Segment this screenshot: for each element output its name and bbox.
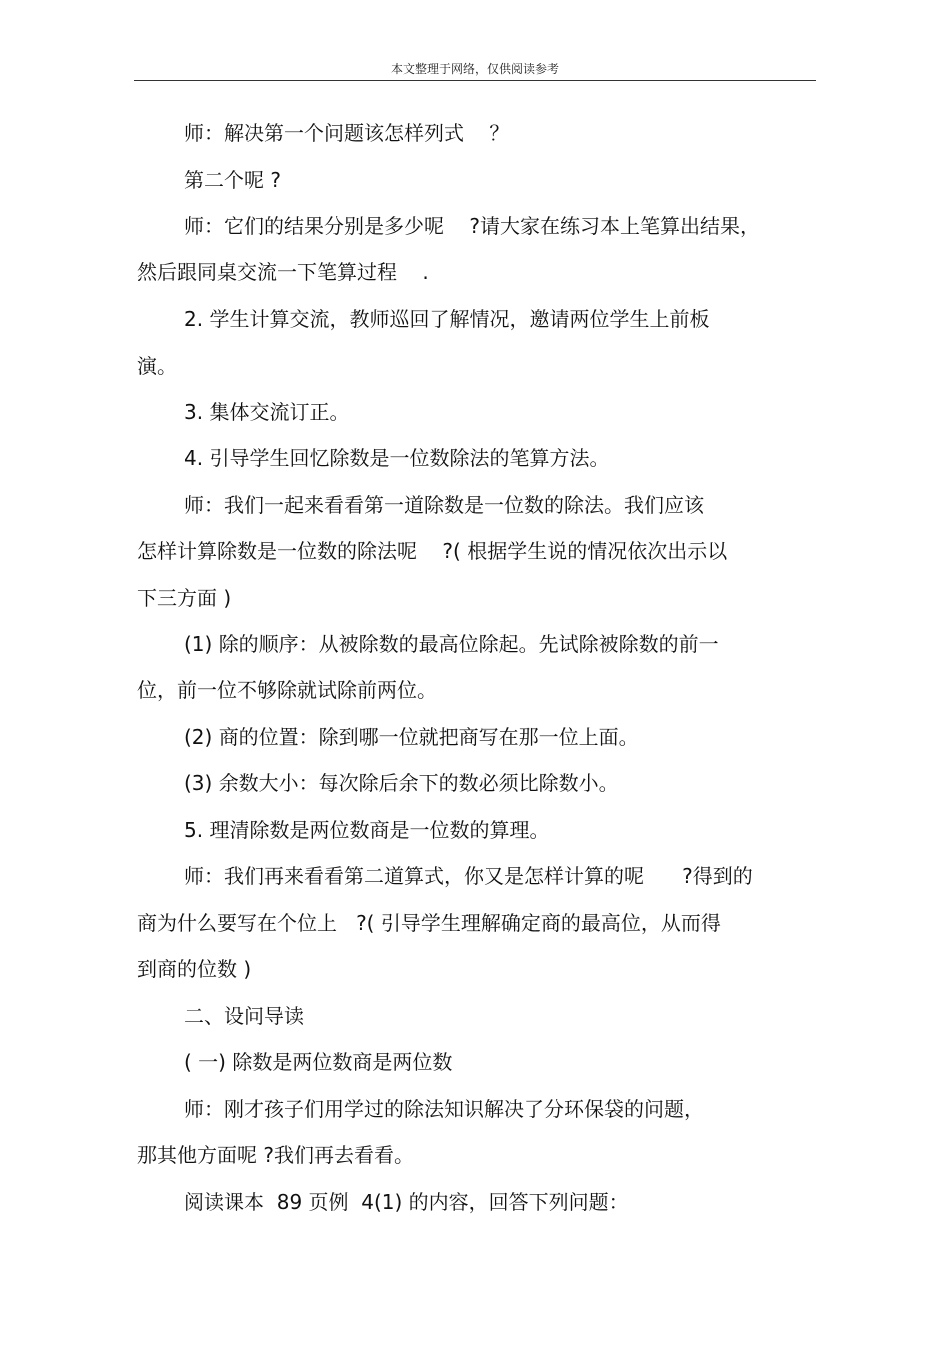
text-line: 2. 学生计算交流，教师巡回了解情况，邀请两位学生上前板	[184, 307, 710, 331]
text-line: (2) 商的位置：除到哪一位就把商写在那一位上面。	[184, 725, 639, 749]
text-line: 师：我们再来看看第二道算式，你又是怎样计算的呢 ?得到的	[184, 864, 753, 888]
text-line: 下三方面 )	[137, 586, 232, 610]
text-line: 4. 引导学生回忆除数是一位数除法的笔算方法。	[184, 446, 610, 470]
text-line: 位，前一位不够除就试除前两位。	[137, 678, 437, 702]
text-line: (3) 余数大小：每次除后余下的数必须比除数小。	[184, 771, 619, 795]
text-line: 5. 理清除数是两位数商是一位数的算理。	[184, 818, 550, 842]
text-line: 怎样计算除数是一位数的除法呢 ?( 根据学生说的情况依次出示以	[137, 539, 728, 563]
text-line: 3. 集体交流订正。	[184, 400, 350, 424]
text-line: 第二个呢 ?	[184, 168, 281, 192]
text-line: 演。	[137, 354, 177, 378]
text-line: 师：它们的结果分别是多少呢 ?请大家在练习本上笔算出结果，	[184, 214, 761, 238]
text-line: ( 一) 除数是两位数商是两位数	[184, 1050, 453, 1074]
header-rule	[134, 80, 816, 81]
text-line: 阅读课本 89 页例 4(1) 的内容，回答下列问题：	[184, 1190, 629, 1214]
text-line: 然后跟同桌交流一下笔算过程 .	[137, 260, 429, 284]
text-line: 师：解决第一个问题该怎样列式 ？	[184, 121, 510, 145]
text-line: 二、设问导读	[184, 1004, 304, 1028]
text-line: 师：我们一起来看看第一道除数是一位数的除法。我们应该	[184, 493, 704, 517]
page-header: 本文整理于网络，仅供阅读参考	[390, 62, 559, 76]
text-line: (1) 除的顺序：从被除数的最高位除起。先试除被除数的前一	[184, 632, 719, 656]
text-line: 到商的位数 )	[137, 957, 252, 981]
text-line: 师：刚才孩子们用学过的除法知识解决了分环保袋的问题，	[184, 1097, 704, 1121]
text-line: 那其他方面呢 ?我们再去看看。	[137, 1143, 414, 1167]
text-line: 商为什么要写在个位上 ?( 引导学生理解确定商的最高位，从而得	[137, 911, 721, 935]
